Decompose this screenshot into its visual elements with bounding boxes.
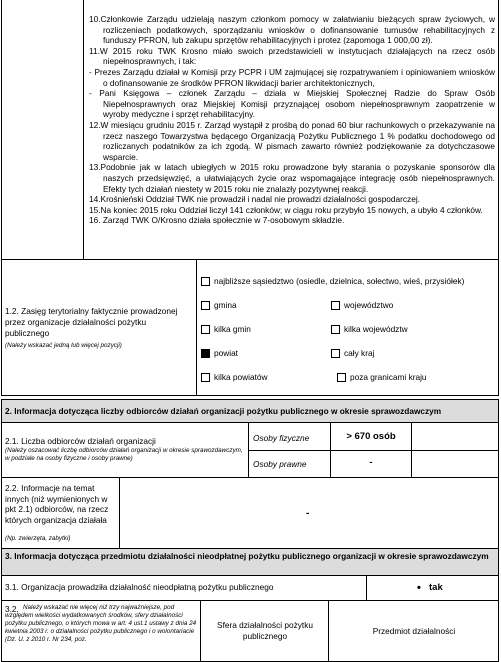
q22-label: 2.2. Informacje na temat innych (niż wymienionych w pkt 2.1) odbiorców, na rzecz których organizacja działała	[5, 483, 109, 525]
checkbox-powiat[interactable]	[201, 349, 210, 358]
activity-item-16: 16. Zarząd TWK O/Krosno działa społecznie w 7-osobowym składzie.	[89, 215, 345, 226]
option-kilka-wojewodztw: kilka województw	[344, 324, 408, 334]
osoby-fizyczne-value: > 670 osób	[346, 431, 396, 442]
q22-note: (Np. zwierzęta, zabytki)	[5, 535, 71, 542]
q32-note: Należy wskazać nie więcej niż trzy najważniejsze, pod względem wielkości wydatkowanych środków, sfery działalności pożytku publicznego, o których mowa w art. 4 ust.1 ustawy z dnia 24 kwietnia 2003 r. o działalności pożytku publicznego i o wolontariacie (Dz. U. z 2010 r. Nr 234, poz.	[5, 604, 197, 643]
option-gmina: gmina	[214, 300, 237, 310]
activity-item-11a: - Prezes Zarządu działał w Komisji przy PCPR i UM zajmującej się rozpatrywaniem i opiniowaniem wniosków o dofinansowanie ze środków PFRON likwidacji barier architektonicznych,	[89, 66, 495, 88]
q21-label: 2.1. Liczba odbiorców działań organizacji	[5, 436, 156, 446]
scope-label: 1.2. Zasięg terytorialny faktycznie prowadzonej przez organizacje działalności pożytku publicznego	[5, 306, 178, 338]
activity-item-10: 10.Członkowie Zarządu udzielają naszym członkom pomocy w załatwianiu bieżących spraw życiowych, w rozliczeniach podatkowych, sporządzaniu wniosków o dofinansowanie turnusów rehabilitacyjnych z funduszy PFRON, lub zakupu sprzętów rehabilitacyjnych i protez (zapomoga 1 000,00 zł).	[89, 14, 495, 46]
checkbox-wojewodztwo[interactable]	[331, 301, 340, 310]
osoby-prawne-value: -	[369, 457, 373, 468]
section-2-title: 2. Informacja dotycząca liczby odbiorców działań organizacji pożytku publicznego w okresie sprawozdawczym	[5, 406, 442, 416]
activity-item-15: 15.Na koniec 2015 roku Oddział liczył 141 członków; w ciągu roku przybyło 15 nowych, a ubyło 4 członków.	[89, 204, 483, 215]
q22-value: -	[306, 508, 310, 519]
option-caly-kraj: cały kraj	[344, 348, 375, 358]
option-kilka-gmin: kilka gmin	[214, 324, 251, 334]
section-3-title: 3. Informacja dotycząca przedmiotu działalności nieodpłatnej pożytku publicznego organizacji w okresie sprawozdawczym	[5, 551, 489, 561]
osoby-fizyczne-label: Osoby fizyczne	[253, 433, 310, 443]
report-page	[1, 0, 499, 662]
option-powiat: powiat	[214, 348, 238, 358]
q31-value: tak	[429, 582, 443, 593]
q31-bullet: •	[417, 582, 421, 594]
q21-note: (Należy oszacować liczbę odbiorców działań organizacji w okresie sprawozdawczym, w podziale na osoby fizyczne i osoby prawne)	[5, 447, 243, 462]
q31-label: 3.1. Organizacja prowadziła działalność nieodpłatną pożytku publicznego	[5, 582, 274, 592]
activity-item-14: 14.Krośnieński Oddział TWK nie prowadził i nadal nie prowadzi działalności gospodarczej.	[89, 194, 420, 205]
scope-note: (Należy wskazać jedną lub więcej pozycji)	[5, 342, 122, 349]
col-sfera: Sfera działalności pożytku publicznego	[217, 620, 313, 641]
checkbox-gmina[interactable]	[201, 301, 210, 310]
checkbox-kilka-gmin[interactable]	[201, 325, 210, 334]
col-przedmiot: Przedmiot działalności	[372, 626, 456, 636]
activity-item-13: 13.Podobnie jak w latach ubiegłych w 2015 roku prowadzone były starania o pozyskanie sponsorów dla naszych przedsięwzięć, a ułatwiających życie oraz wspomagające integrację osób niepełnosprawnych. Efekty tych działań niestety w 2015 roku nie znalazły pozytywnej reakcji.	[89, 162, 495, 194]
activity-item-11: 11.W 2015 roku TWK Krosno miało swoich przedstawicieli w instytucjach działających na rzecz osób niepełnosprawnych, i tak:	[89, 45, 495, 67]
checkbox-poza-granicami[interactable]	[337, 373, 346, 382]
checkbox-neighborhood[interactable]	[201, 277, 210, 286]
osoby-prawne-label: Osoby prawne	[253, 459, 307, 469]
q32-prefix: 3.2.	[5, 604, 19, 614]
option-neighborhood: najbliższe sąsiedztwo (osiedle, dzielnica, sołectwo, wieś, przysiółek)	[214, 276, 465, 286]
checkbox-kilka-powiatow[interactable]	[201, 373, 210, 382]
activity-item-12: 12.W miesiącu grudniu 2015 r. Zarząd wystąpił z prośbą do ponad 60 biur rachunkowych o przekazywanie na rzecz naszego Towarzystwa będącego Organizacją Pożytku Publicznego 1 % podatku dochodowego od rozliczanych podatników za ich zgodą. W pismach zawarto również podziękowanie za dotychczasowe wsparcie.	[89, 119, 495, 162]
checkbox-caly-kraj[interactable]	[331, 349, 340, 358]
option-kilka-powiatow: kilka powiatów	[214, 372, 268, 382]
activity-item-11b: - Pani Księgowa – członek Zarządu – działa w Miejskiej Społecznej Radzie do Spraw Osób Niepełnosprawnych oraz Miejskiej Komisji przyznającej osobom niepełnosprawnym zaopatrzenie w wyroby medyczne i sprzęt rehabilitacyjny.	[89, 88, 495, 120]
checkbox-kilka-wojewodztw[interactable]	[331, 325, 340, 334]
option-poza-granicami: poza granicami kraju	[350, 372, 427, 382]
option-wojewodztwo: województwo	[344, 300, 394, 310]
activities-list	[89, 14, 495, 226]
